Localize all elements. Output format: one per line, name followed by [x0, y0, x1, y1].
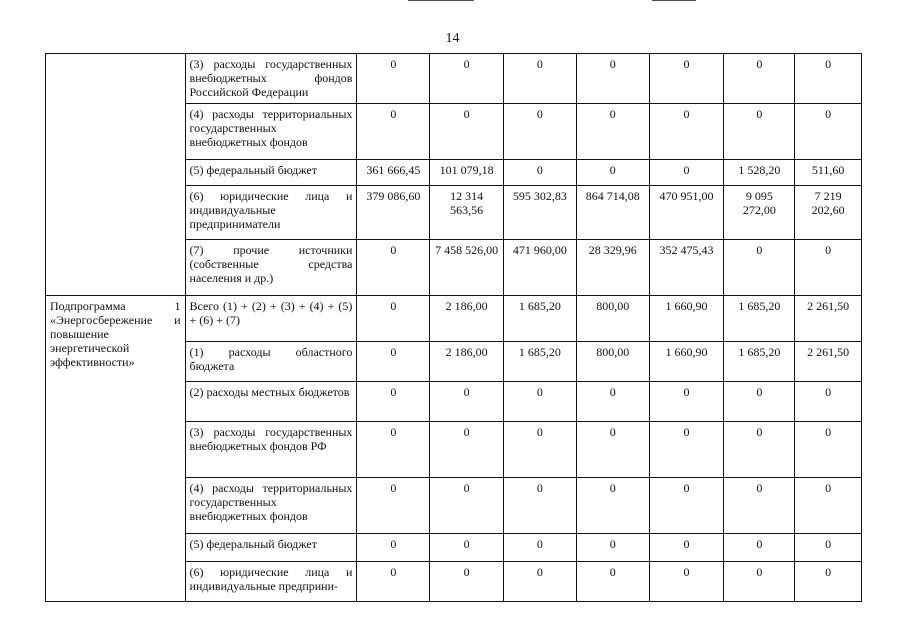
amount-cell: 0 [504, 104, 577, 160]
amount-cell: 0 [649, 478, 724, 534]
amount-cell: 0 [430, 104, 504, 160]
table-row [46, 54, 862, 104]
amount-cell: 0 [357, 240, 430, 296]
amount-cell: 0 [795, 382, 862, 422]
amount-cell: 0 [649, 534, 724, 562]
amount-cell: 0 [504, 562, 577, 602]
amount-cell: 0 [430, 54, 504, 104]
amount-cell: 0 [430, 478, 504, 534]
amount-cell: 0 [357, 534, 430, 562]
amount-cell: 0 [357, 296, 430, 342]
header-rule-right [652, 0, 696, 1]
amount-cell: 0 [724, 240, 795, 296]
funding-table [45, 53, 862, 602]
amount-cell: 0 [649, 382, 724, 422]
amount-cell: 0 [724, 104, 795, 160]
amount-cell: 101 079,18 [430, 160, 504, 186]
amount-cell: 1 685,20 [724, 342, 795, 382]
table-row [46, 296, 862, 342]
amount-cell: 0 [357, 342, 430, 382]
amount-cell: 0 [576, 478, 649, 534]
funding-source-cell: (2) расходы местных бюджетов [185, 382, 357, 422]
amount-cell: 1 660,90 [649, 296, 724, 342]
amount-cell: 0 [724, 534, 795, 562]
funding-source-cell: (4) расходы территориальных государственных внебюджетных фондов [185, 104, 357, 160]
amount-cell: 864 714,08 [576, 186, 649, 240]
amount-cell: 0 [504, 422, 577, 478]
funding-source-cell: (4) расходы территориальных государственных внебюджетных фондов [185, 478, 357, 534]
amount-cell: 0 [504, 478, 577, 534]
funding-source-cell: (7) прочие источники (собственные средства населения и др.) [185, 240, 357, 296]
amount-cell: 0 [430, 382, 504, 422]
program-name-cell [46, 54, 186, 296]
funding-source-cell: (6) юридические лица и индивидуальные предприниматели [185, 186, 357, 240]
amount-cell: 0 [576, 160, 649, 186]
funding-source-cell: (1) расходы областного бюджета [185, 342, 357, 382]
amount-cell: 0 [795, 240, 862, 296]
amount-cell: 0 [795, 104, 862, 160]
amount-cell: 0 [649, 422, 724, 478]
amount-cell: 2 261,50 [795, 342, 862, 382]
header-rule-left [408, 0, 474, 1]
amount-cell: 1 685,20 [504, 342, 577, 382]
amount-cell: 0 [795, 54, 862, 104]
program-name-cell: Подпрограмма 1 «Энергосбережение и повышение энергетической эффективности» [46, 296, 186, 602]
amount-cell: 1 660,90 [649, 342, 724, 382]
funding-source-cell: (5) федеральный бюджет [185, 534, 357, 562]
amount-cell: 12 314 563,56 [430, 186, 504, 240]
amount-cell: 0 [504, 160, 577, 186]
amount-cell: 0 [649, 104, 724, 160]
amount-cell: 0 [576, 562, 649, 602]
page-bottom-margin [0, 612, 905, 640]
amount-cell: 361 666,45 [357, 160, 430, 186]
amount-cell: 800,00 [576, 296, 649, 342]
amount-cell: 0 [357, 104, 430, 160]
amount-cell: 471 960,00 [504, 240, 577, 296]
amount-cell: 0 [795, 562, 862, 602]
amount-cell: 2 186,00 [430, 342, 504, 382]
amount-cell: 0 [576, 54, 649, 104]
amount-cell: 595 302,83 [504, 186, 577, 240]
funding-source-cell: Всего (1) + (2) + (3) + (4) + (5) + (6) + (7) [185, 296, 357, 342]
amount-cell: 0 [576, 104, 649, 160]
amount-cell: 0 [430, 422, 504, 478]
amount-cell: 0 [357, 54, 430, 104]
funding-source-cell: (5) федеральный бюджет [185, 160, 357, 186]
amount-cell: 379 086,60 [357, 186, 430, 240]
amount-cell: 7 458 526,00 [430, 240, 504, 296]
amount-cell: 0 [430, 534, 504, 562]
amount-cell: 0 [357, 382, 430, 422]
amount-cell: 0 [357, 422, 430, 478]
amount-cell: 0 [357, 562, 430, 602]
amount-cell: 0 [795, 534, 862, 562]
page-number: 14 [445, 31, 460, 46]
amount-cell: 0 [576, 534, 649, 562]
amount-cell: 0 [724, 422, 795, 478]
amount-cell: 1 685,20 [504, 296, 577, 342]
amount-cell: 2 186,00 [430, 296, 504, 342]
amount-cell: 0 [649, 54, 724, 104]
amount-cell: 0 [724, 54, 795, 104]
amount-cell: 1 528,20 [724, 160, 795, 186]
amount-cell: 0 [724, 562, 795, 602]
funding-source-cell: (3) расходы государственных внебюджетных фондов Российской Федерации [185, 54, 357, 104]
funding-source-cell: (3) расходы государственных внебюджетных фондов РФ [185, 422, 357, 478]
amount-cell: 28 329,96 [576, 240, 649, 296]
amount-cell: 352 475,43 [649, 240, 724, 296]
amount-cell: 0 [724, 478, 795, 534]
amount-cell: 0 [795, 422, 862, 478]
amount-cell: 0 [576, 382, 649, 422]
amount-cell: 2 261,50 [795, 296, 862, 342]
funding-source-cell: (6) юридические лица и индивидуальные предприни- [185, 562, 357, 602]
amount-cell: 0 [649, 562, 724, 602]
amount-cell: 511,60 [795, 160, 862, 186]
amount-cell: 0 [504, 54, 577, 104]
amount-cell: 470 951,00 [649, 186, 724, 240]
amount-cell: 7 219 202,60 [795, 186, 862, 240]
amount-cell: 0 [649, 160, 724, 186]
amount-cell: 0 [504, 534, 577, 562]
amount-cell: 1 685,20 [724, 296, 795, 342]
amount-cell: 800,00 [576, 342, 649, 382]
amount-cell: 9 095 272,00 [724, 186, 795, 240]
amount-cell: 0 [576, 422, 649, 478]
amount-cell: 0 [357, 478, 430, 534]
amount-cell: 0 [724, 382, 795, 422]
amount-cell: 0 [795, 478, 862, 534]
amount-cell: 0 [504, 382, 577, 422]
amount-cell: 0 [430, 562, 504, 602]
